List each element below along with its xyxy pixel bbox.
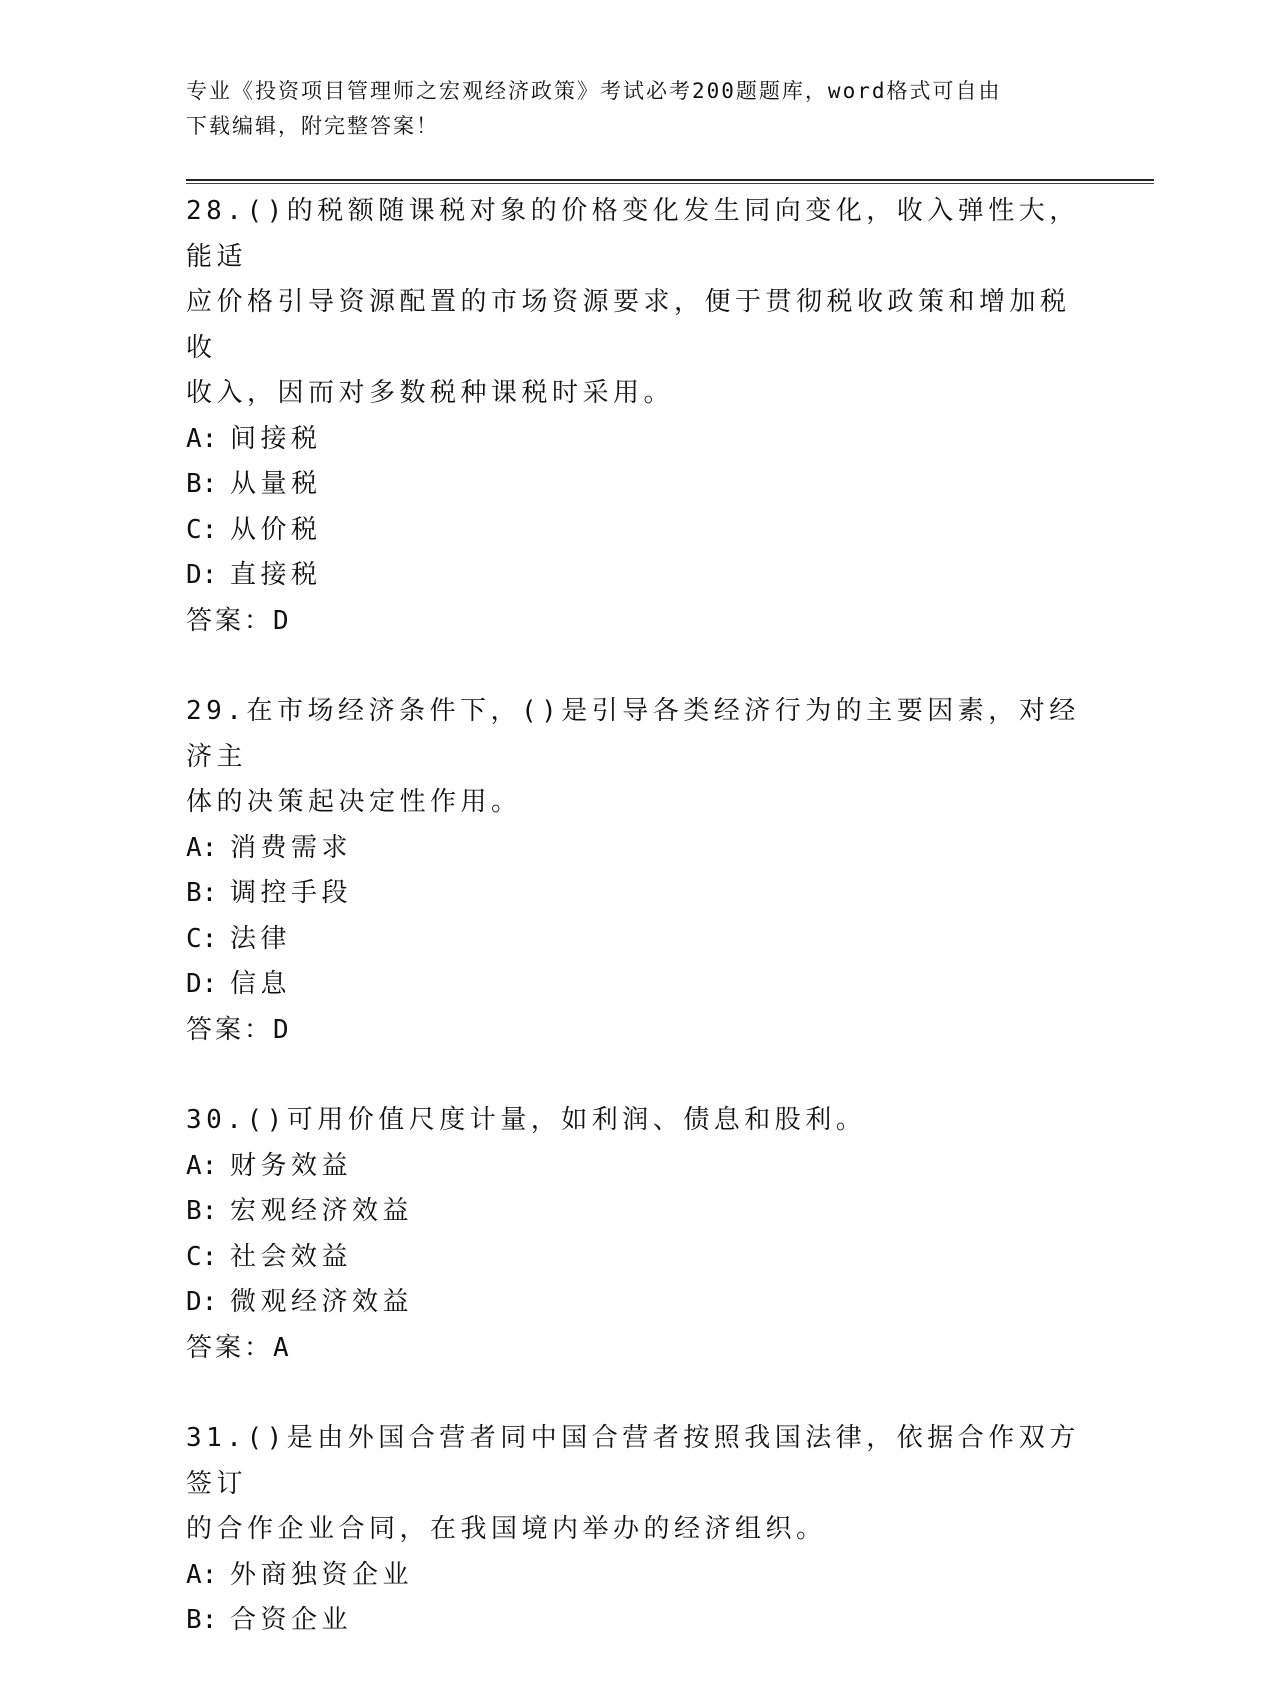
option-d [186,962,1086,1008]
question-text [186,189,1086,417]
option-letter: C: [186,514,218,545]
answer-line [186,1008,1086,1054]
option-a [186,1144,1086,1190]
option-b [186,1189,1086,1235]
option-b [186,1598,1086,1644]
option-d [186,553,1086,599]
answer-label: 答案： [186,1332,274,1363]
answer-line [186,599,1086,645]
option-a [186,826,1086,872]
question-31 [186,1416,1086,1644]
option-text: 宏观经济效益 [230,1196,414,1226]
option-a [186,417,1086,463]
question-29 [186,689,1086,1053]
question-list [186,189,1086,1689]
option-text: 信息 [230,969,292,999]
option-b [186,871,1086,917]
header-divider-thick [186,179,1154,181]
option-text: 直接税 [230,560,322,590]
header-divider-thin [186,183,1154,184]
question-text-line: 的合作企业合同，在我国境内举办的经济组织。 [186,1514,827,1544]
option-text: 从价税 [230,514,322,545]
answer-line [186,1326,1086,1372]
option-letter: C: [186,923,218,954]
answer-value: A [273,1332,289,1363]
option-letter: A: [186,1150,218,1181]
option-letter: B: [186,1605,218,1635]
option-b [186,462,1086,508]
question-text-line: 30.()可用价值尺度计量，如利润、债息和股利。 [186,1105,867,1135]
option-d [186,1280,1086,1326]
answer-label: 答案： [186,605,274,636]
document-header [186,74,1086,144]
option-letter: B: [186,1196,218,1226]
option-text: 外商独资企业 [230,1559,414,1590]
option-text: 调控手段 [230,878,353,908]
header-line-2: 下载编辑，附完整答案！ [186,114,439,138]
answer-value: D [273,1014,289,1045]
option-text: 法律 [230,923,292,954]
answer-label: 答案： [186,1014,274,1045]
option-letter: A: [186,1559,218,1590]
option-letter: A: [186,832,218,863]
question-text-line: 应价格引导资源配置的市场资源要求，便于贯彻税收政策和增加税收 [186,287,1071,363]
option-text: 消费需求 [230,832,353,863]
question-30 [186,1098,1086,1371]
option-text: 社会效益 [230,1241,353,1272]
question-28 [186,189,1086,644]
option-letter: D: [186,560,218,590]
option-text: 微观经济效益 [230,1287,414,1317]
question-text [186,1416,1086,1553]
option-letter: B: [186,878,218,908]
option-letter: A: [186,423,218,454]
option-text: 合资企业 [230,1605,353,1635]
header-line-1: 专业《投资项目管理师之宏观经济政策》考试必考200题题库，word格式可自由 [186,79,1002,103]
option-letter: D: [186,969,218,999]
option-text: 从量税 [230,469,322,499]
option-a [186,1553,1086,1599]
answer-value: D [273,605,289,636]
question-text-line: 收入，因而对多数税种课税时采用。 [186,378,675,408]
question-text-line: 体的决策起决定性作用。 [186,787,522,817]
question-text-line: 28.()的税额随课税对象的价格变化发生同向变化，收入弹性大，能适 [186,196,1080,272]
option-letter: C: [186,1241,218,1272]
question-text [186,1098,1086,1144]
option-c [186,1235,1086,1281]
option-c [186,508,1086,554]
question-text [186,689,1086,826]
option-letter: B: [186,469,218,499]
option-text: 间接税 [230,423,322,454]
option-text: 财务效益 [230,1150,353,1181]
question-text-line: 29.在市场经济条件下，()是引导各类经济行为的主要因素，对经济主 [186,696,1080,772]
option-letter: D: [186,1287,218,1317]
question-text-line: 31.()是由外国合营者同中国合营者按照我国法律，依据合作双方签订 [186,1423,1080,1499]
option-c [186,917,1086,963]
